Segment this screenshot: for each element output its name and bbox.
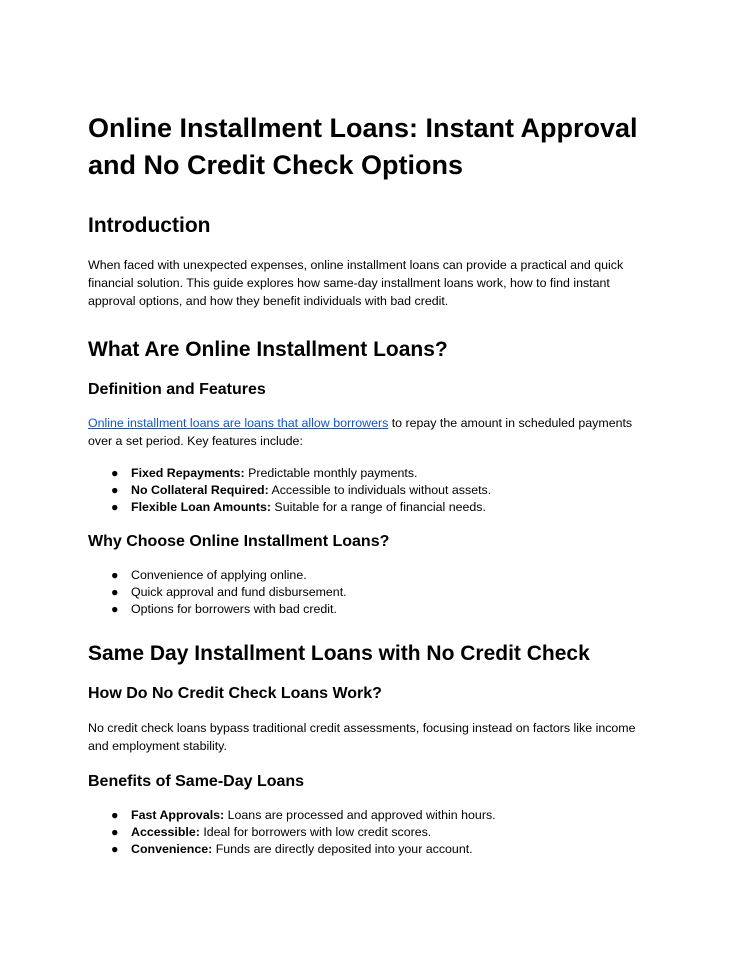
feature-text: Predictable monthly payments.	[244, 466, 418, 480]
bullet-icon: ●	[111, 842, 119, 856]
how-work-paragraph: No credit check loans bypass traditional credit assessments, focusing instead on factors like income and employment stability.	[88, 721, 636, 753]
feature-text: Accessible to individuals without assets.	[268, 483, 492, 497]
how-work-heading: How Do No Credit Check Loans Work?	[88, 685, 382, 702]
definition-paragraph-text: to repay the amount in scheduled payments over a set period. Key features include:	[88, 416, 633, 448]
benefit-text: Ideal for borrowers with low credit scores.	[199, 825, 432, 839]
benefit-label: Accessible:	[131, 825, 200, 839]
feature-text: Suitable for a range of financial needs.	[270, 500, 486, 514]
bullet-icon: ●	[111, 568, 119, 582]
list-item	[88, 499, 648, 516]
why-choose-list	[88, 567, 648, 618]
introduction-heading: Introduction	[88, 214, 211, 237]
same-day-heading: Same Day Installment Loans with No Credit Check	[88, 642, 590, 665]
list-item-text: Options for borrowers with bad credit.	[131, 602, 337, 616]
list-item	[88, 841, 648, 858]
definition-paragraph	[88, 414, 648, 450]
benefit-label: Fast Approvals:	[131, 808, 225, 822]
benefit-text: Funds are directly deposited into your account.	[212, 842, 473, 856]
document-page	[88, 110, 648, 858]
features-list	[88, 465, 648, 516]
list-item	[88, 601, 648, 618]
list-item	[88, 824, 648, 841]
benefits-heading: Benefits of Same-Day Loans	[88, 773, 305, 790]
feature-label: No Collateral Required:	[131, 483, 269, 497]
document-title: Online Installment Loans: Instant Approval and No Credit Check Options	[88, 113, 638, 180]
list-item-text: Convenience of applying online.	[131, 568, 307, 582]
list-item	[88, 584, 648, 601]
bullet-icon: ●	[111, 825, 119, 839]
bullet-icon: ●	[111, 602, 119, 616]
list-item	[88, 807, 648, 824]
introduction-paragraph: When faced with unexpected expenses, online installment loans can provide a practical and quick financial solution. This guide explores how same-day installment loans work, how to find instant approval options, and how they benefit individuals with bad credit.	[88, 258, 624, 308]
feature-label: Flexible Loan Amounts:	[131, 500, 271, 514]
feature-label: Fixed Repayments:	[131, 466, 245, 480]
why-choose-heading: Why Choose Online Installment Loans?	[88, 533, 390, 550]
bullet-icon: ●	[111, 500, 119, 514]
bullet-icon: ●	[111, 483, 119, 497]
benefit-text: Loans are processed and approved within hours.	[224, 808, 496, 822]
benefits-list	[88, 807, 648, 858]
bullet-icon: ●	[111, 585, 119, 599]
list-item	[88, 465, 648, 482]
definition-heading: Definition and Features	[88, 381, 266, 398]
benefit-label: Convenience:	[131, 842, 213, 856]
definition-link[interactable]: Online installment loans are loans that allow borrowers	[88, 416, 389, 430]
bullet-icon: ●	[111, 808, 119, 822]
what-are-heading: What Are Online Installment Loans?	[88, 338, 448, 361]
list-item	[88, 567, 648, 584]
list-item	[88, 482, 648, 499]
list-item-text: Quick approval and fund disbursement.	[131, 585, 347, 599]
bullet-icon: ●	[111, 466, 119, 480]
